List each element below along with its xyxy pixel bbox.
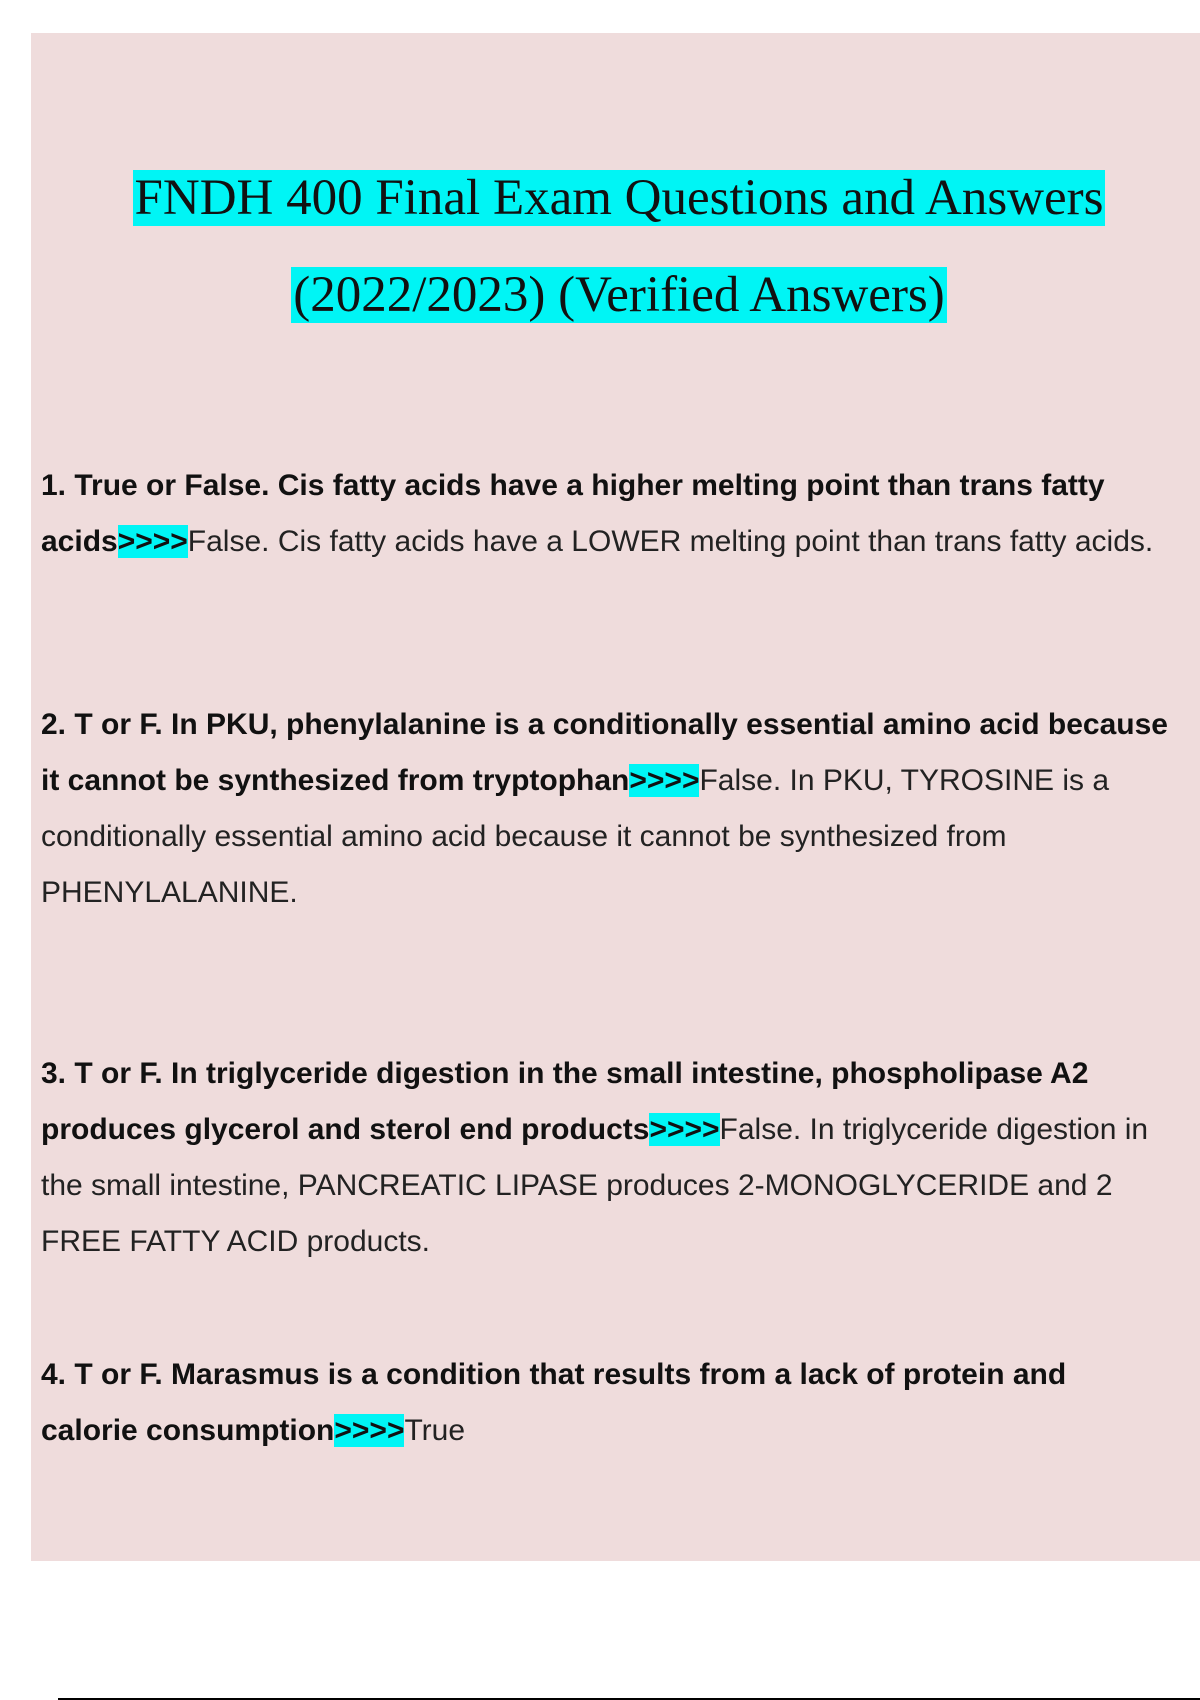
- question-text: 1. True or False. Cis fatty acids have a higher melting point than trans fatty acids: [41, 469, 1105, 558]
- title-line-1: FNDH 400 Final Exam Questions and Answers: [134, 170, 1104, 226]
- qa-item-2: [41, 697, 1171, 921]
- qa-item-4: [41, 1347, 1171, 1459]
- answer-separator: >>>>: [117, 525, 188, 558]
- answer-text: False. Cis fatty acids have a LOWER melting point than trans fatty acids.: [187, 525, 1154, 558]
- answer-separator: >>>>: [629, 764, 700, 797]
- title-line-2: (2022/2023) (Verified Answers): [293, 267, 945, 323]
- question-text: 3. T or F. In triglyceride digestion in the small intestine, phospholipase A2 produces glycerol and sterol end products: [41, 1057, 1089, 1146]
- document-title: [0, 150, 1200, 344]
- answer-text: True: [404, 1414, 466, 1447]
- answer-separator: >>>>: [334, 1414, 405, 1447]
- answer-separator: >>>>: [649, 1113, 720, 1146]
- qa-item-3: [41, 1046, 1171, 1270]
- question-text: 4. T or F. Marasmus is a condition that results from a lack of protein and calorie consumption: [41, 1358, 1067, 1447]
- qa-item-1: [41, 458, 1171, 570]
- answer-text: False. In triglyceride digestion in the small intestine, PANCREATIC LIPASE produces 2-MONOGLYCERIDE and 2 FREE FATTY ACID products.: [41, 1113, 1149, 1258]
- answer-text: False. In PKU, TYROSINE is a conditionally essential amino acid because it cannot be synthesized from PHENYLALANINE.: [41, 764, 1110, 909]
- question-text: 2. T or F. In PKU, phenylalanine is a conditionally essential amino acid because it cannot be synthesized from tryptophan: [41, 708, 1168, 797]
